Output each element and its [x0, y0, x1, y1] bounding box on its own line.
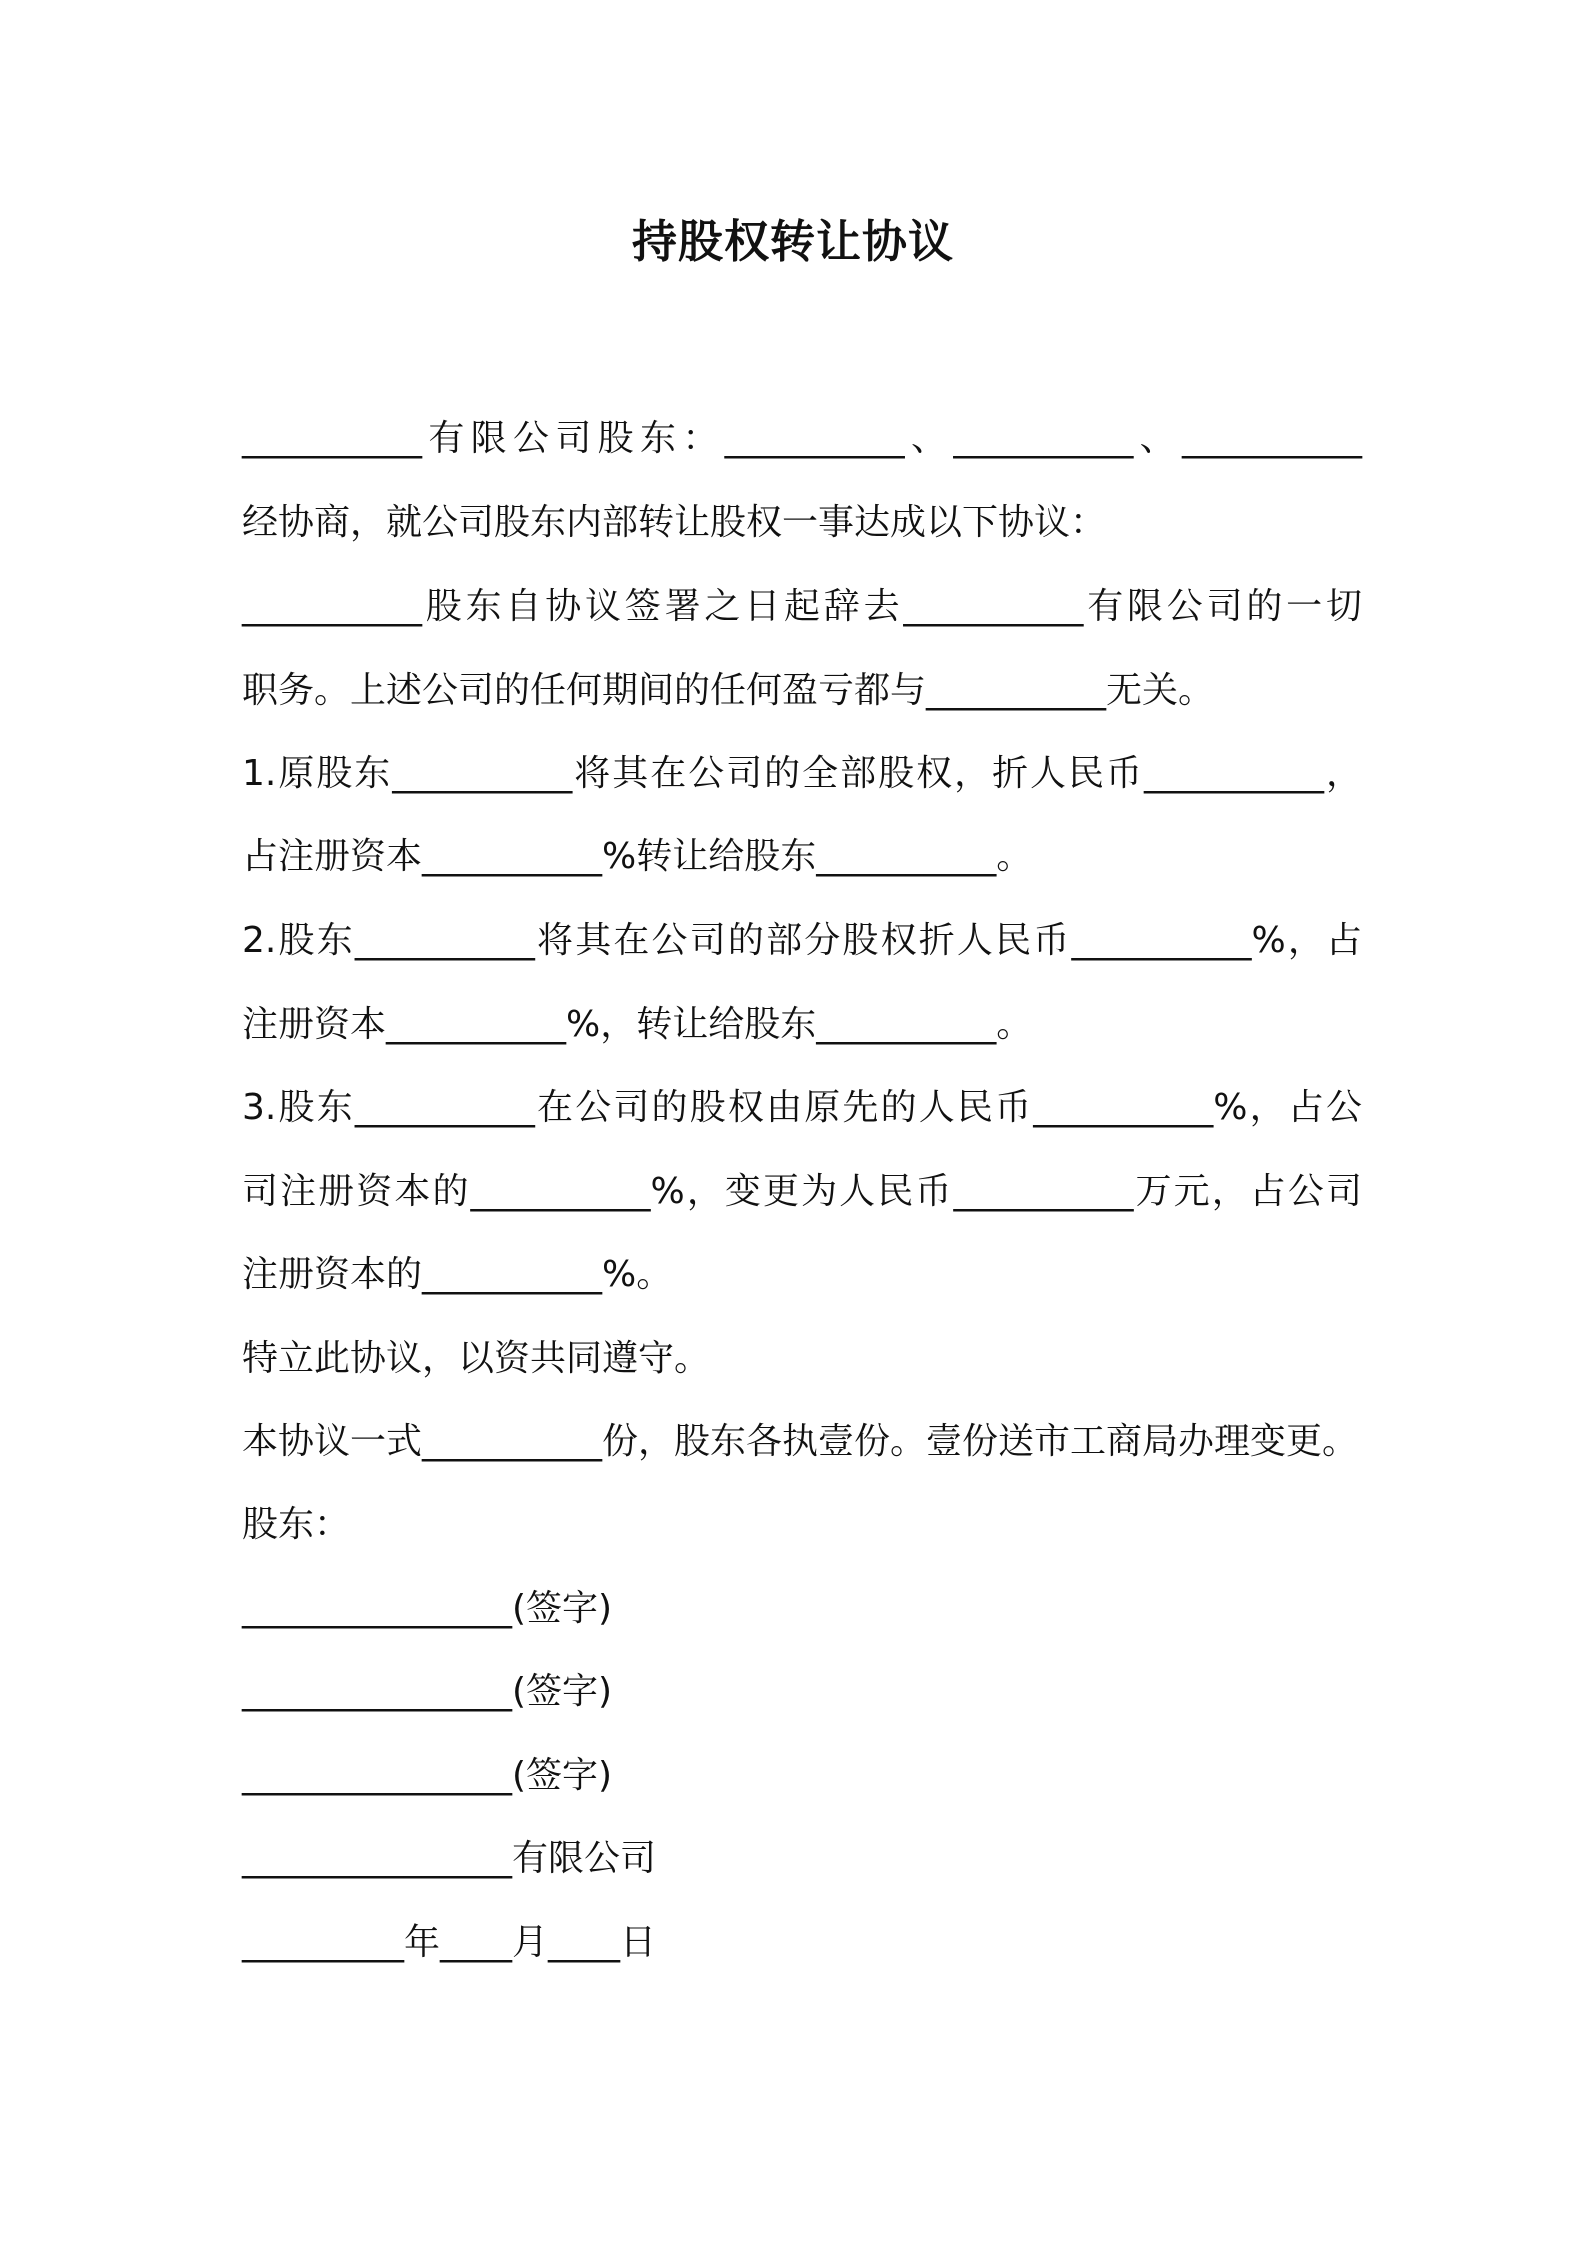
- signature-line-2: _______________(签字): [242, 1671, 613, 1712]
- paragraph-company-shareholders: __________有限公司股东：__________、__________、__________: [242, 418, 1362, 459]
- clause-2-line-2: 注册资本__________%，转让给股东__________。: [242, 1004, 1033, 1045]
- clause-1-line-1: 1.原股东__________将其在公司的全部股权，折人民币__________，: [242, 753, 1362, 794]
- clause-2-line-1: 2.股东__________将其在公司的部分股权折人民币__________%，占: [242, 920, 1362, 961]
- paragraph-resignation-cont: 职务。上述公司的任何期间的任何盈亏都与__________无关。: [242, 670, 1215, 711]
- paragraph-hereby: 特立此协议，以资共同遵守。: [242, 1338, 711, 1379]
- paragraph-copies: 本协议一式__________份，股东各执壹份。壹份送市工商局办理变更。: [242, 1421, 1359, 1462]
- signature-line-1: _______________(签字): [242, 1588, 613, 1629]
- date-line: _________年____月____日: [242, 1922, 656, 1963]
- clause-3-line-2: 司注册资本的__________%，变更为人民币__________万元，占公司: [242, 1171, 1362, 1212]
- clause-3-line-3: 注册资本的__________%。: [242, 1254, 673, 1295]
- document-title: 持股权转让协议: [631, 215, 954, 268]
- company-signature-line: _______________有限公司: [242, 1838, 657, 1879]
- clause-1-line-2: 占注册资本__________%转让给股东__________。: [242, 836, 1033, 877]
- paragraph-consultation: 经协商，就公司股东内部转让股权一事达成以下协议：: [242, 502, 1107, 543]
- shareholders-label: 股东：: [242, 1504, 351, 1545]
- clause-3-line-1: 3.股东__________在公司的股权由原先的人民币__________%，占公: [242, 1087, 1362, 1128]
- signature-line-3: _______________(签字): [242, 1755, 613, 1796]
- paragraph-resignation: __________股东自协议签署之日起辞去__________有限公司的一切: [242, 586, 1362, 627]
